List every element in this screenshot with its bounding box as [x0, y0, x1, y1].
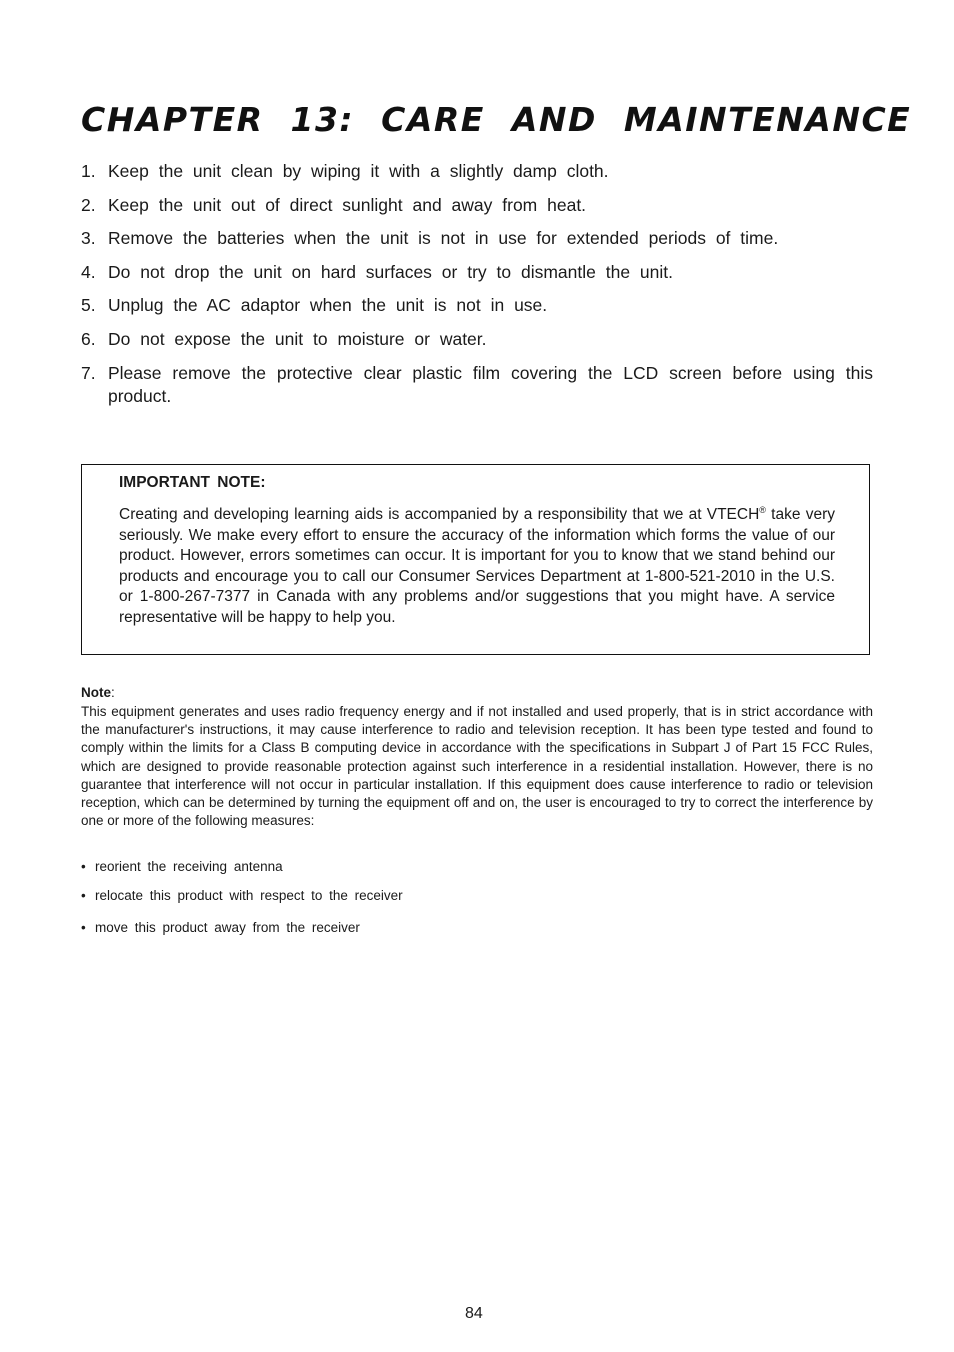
chapter-title: CHAPTER 13: CARE AND MAINTENANCE — [81, 100, 912, 139]
item-text: Do not expose the unit to moisture or water. — [108, 328, 487, 349]
list-item — [81, 194, 873, 217]
item-number: 3. — [81, 228, 96, 249]
item-number: 7. — [81, 362, 96, 383]
item-text: Do not drop the unit on hard surfaces or try to dismantle the unit. — [108, 261, 673, 282]
item-text: Unplug the AC adaptor when the unit is not in use. — [108, 295, 548, 316]
care-instructions-list — [81, 160, 873, 418]
list-item — [81, 888, 403, 906]
bullet-icon: • — [81, 920, 86, 935]
list-item — [81, 920, 403, 938]
list-item — [81, 294, 873, 317]
item-number: 5. — [81, 295, 96, 316]
bullet-icon: • — [81, 859, 86, 874]
fcc-note-label — [81, 685, 115, 700]
page-number: 84 — [465, 1305, 483, 1322]
item-number: 1. — [81, 161, 96, 181]
bullet-icon: • — [81, 888, 86, 903]
measure-text: relocate this product with respect to the receiver — [95, 888, 403, 903]
item-text: Keep the unit clean by wiping it with a slightly damp cloth. — [108, 161, 609, 181]
list-item — [81, 859, 403, 877]
note-text-rest: take very seriously. We make every effort to ensure the accuracy of the information which forms the value of our product. However, errors sometimes can occur. It is important for you to know that we stand behind our products and encourage you to call our Consumer Services Department at 1-800-521-2010 in the U.S. or 1-800-267-7377 in Canada with any problems and/or suggestions that you might have. A service representative will be happy to help you. — [119, 506, 835, 626]
list-item — [81, 160, 873, 183]
list-item — [81, 261, 873, 284]
important-note-heading: IMPORTANT NOTE: — [119, 474, 266, 491]
note-text-start: Creating and developing learning aids is accompanied by a responsibility that we at VTECH — [119, 506, 760, 523]
note-label-colon: : — [111, 685, 115, 700]
list-item — [81, 362, 873, 408]
item-text: Keep the unit out of direct sunlight and away from heat. — [108, 194, 587, 215]
measure-text: reorient the receiving antenna — [95, 859, 283, 874]
list-item — [81, 227, 873, 250]
item-number: 4. — [81, 261, 96, 282]
fcc-note-text: This equipment generates and uses radio frequency energy and if not installed and used properly, that is in strict accordance with the manufacturer's instructions, it may cause interference to radio and television reception. It has been type tested and found to comply within the limits for a Class B computing device in accordance with the specifications in Subpart J of Part 15 FCC Rules, which are designed to provide reasonable protection against such interference in a residential installation. However, there is no guarantee that interference will not occur in particular installation. If this equipment does cause interference to radio or television reception, which can be determined by turning the equipment off and on, the user is encouraged to try to correct the interference by one or more of the following measures: — [81, 704, 873, 829]
item-number: 2. — [81, 194, 96, 215]
note-label: Note — [81, 685, 111, 700]
item-text: Please remove the protective clear plastic film covering the LCD screen before using this product. — [108, 362, 873, 406]
list-item — [81, 328, 873, 351]
fcc-measures-list — [81, 859, 403, 938]
registered-trademark-mark: ® — [759, 504, 766, 515]
item-number: 6. — [81, 328, 96, 349]
item-text: Remove the batteries when the unit is not in use for extended periods of time. — [108, 228, 779, 249]
important-note-text — [119, 505, 835, 629]
important-note-box — [81, 464, 870, 655]
measure-text: move this product away from the receiver — [95, 920, 360, 935]
